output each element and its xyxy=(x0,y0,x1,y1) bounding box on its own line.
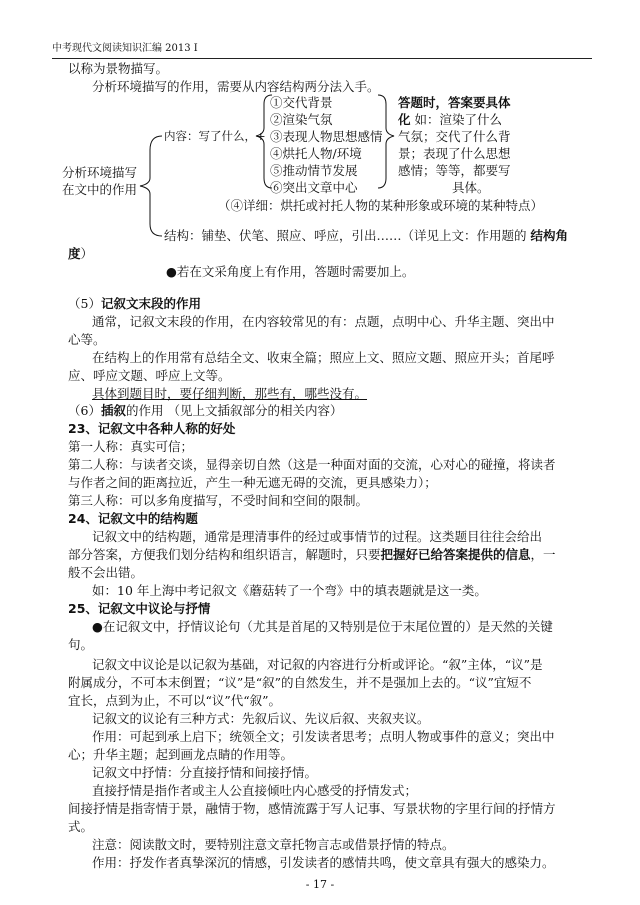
paragraph-line: 般不会出错。 xyxy=(68,565,144,580)
diagram-root-label: 分析环境描写 xyxy=(62,165,138,180)
item-1: ①交代背景 xyxy=(270,95,333,110)
page-header: 中考现代文阅读知识汇编 2013 Ⅰ xyxy=(52,40,592,59)
paragraph-line: 第三人称：可以多角度描写，不受时间和空间的限制。 xyxy=(68,493,369,508)
paragraph-line: 记叙文中议论是以记叙为基础，对记叙的内容进行分析或评论。“叙”主体，“议”是 xyxy=(92,657,543,672)
answer-note-line: 具体。 xyxy=(452,180,490,195)
paragraph-line: 宜长，点到为止，不可以“议”代“叙”。 xyxy=(68,693,282,708)
section-heading: 23、记叙文中各种人称的好处 xyxy=(68,421,236,436)
paragraph-line: 通常，记叙文末段的作用，在内容较常见的有：点题，点明中心、升华主题、突出中 xyxy=(92,314,555,329)
section-title: 插叙 xyxy=(100,403,126,418)
paragraph-line xyxy=(68,547,556,563)
paragraph-line: 直接抒情是指作者或主人公直接倾吐内心感受的抒情发式； xyxy=(92,783,418,798)
paragraph-line: 如：10 年上海中考记叙文《蘑菇转了一个弯》中的填表题就是这一类。 xyxy=(92,583,487,598)
paragraph-line: 间接抒情是指寄情于景，融情于物，感情流露于写人记事、写景状物的字里行间的抒情方 xyxy=(68,801,556,816)
paragraph-line: 作用：可起到承上启下；统领全文；引发读者思考；点明人物或事件的意义；突出中 xyxy=(92,729,555,744)
item-4: ④烘托人物/环境 xyxy=(270,146,362,161)
section-heading xyxy=(68,296,201,312)
content-branch-label: 内容：写了什么，+ xyxy=(164,129,266,143)
section-heading xyxy=(68,403,342,419)
paragraph-line: 记叙文的议论有三种方式：先叙后议、先议后叙、夹叙夹议。 xyxy=(92,711,430,726)
section-heading: 24、记叙文中的结构题 xyxy=(68,511,198,526)
structure-text: ） xyxy=(80,246,94,261)
section-number: （5） xyxy=(68,296,101,311)
answer-note-line xyxy=(398,112,502,128)
section-number: （6） xyxy=(68,403,101,418)
paragraph-line: 心等。 xyxy=(68,332,106,347)
structure-branch-cont xyxy=(68,246,93,262)
paragraph-line: 记叙文中抒情：分直接抒情和间接抒情。 xyxy=(92,765,318,780)
answer-note-line: 景；表现了什么思想 xyxy=(398,146,511,161)
answer-note-text: 如：渲染了什么 xyxy=(410,112,502,127)
item-2: ②渲染气氛 xyxy=(270,112,333,127)
paragraph-line: 作用：抒发作者真挚深沉的情感，引发读者的感情共鸣，使文章具有强大的感染力。 xyxy=(92,855,555,870)
paragraph-line: ●在记叙文中，抒情议论句（尤其是首尾的又特别是位于末尾位置的）是天然的关键 xyxy=(92,619,553,634)
section-text: 的作用 （见上文插叙部分的相关内容） xyxy=(125,403,343,418)
diagram-root-label: 在文中的作用 xyxy=(62,182,138,197)
item-3: ③表现人物思想感情 xyxy=(270,129,383,144)
left-brace xyxy=(140,136,162,236)
structure-bold: 结构角 xyxy=(530,228,568,243)
answer-note-bold: 化 xyxy=(398,112,411,127)
paragraph-line: 第二人称：与读者交谈，显得亲切自然（这是一种面对面的交流，心对心的碰撞，将读者 xyxy=(68,457,556,472)
paragraph-line: 与作者之间的距离拉近，产生一种无遮无碍的交流，更具感染力）； xyxy=(68,475,437,490)
paragraph-line: 在结构上的作用常有总结全文、收束全篇；照应上文、照应文题、照应开头；首尾呼 xyxy=(92,350,555,365)
paragraph-line: 句。 xyxy=(68,637,94,652)
paragraph-line: 附属成分，不可本末倒置；“议”是“叙”的自然发生，并不是强加上去的。“议”宜短不 xyxy=(68,675,532,690)
paragraph-text: 部分答案，方便我们划分结构和组织语言，解题时，只要 xyxy=(68,547,381,562)
structure-branch xyxy=(164,228,568,244)
paragraph-line: 具体到题目时，要仔细判断，那些有，哪些没有。 xyxy=(92,386,368,401)
paragraph-line: 心；升华主题；起到画龙点睛的作用等。 xyxy=(68,747,294,762)
paragraph-line: 应、呼应文题、呼应上文等。 xyxy=(68,368,231,383)
answer-note-line: 气氛；交代了什么背 xyxy=(398,129,511,144)
answer-note-line: 感情；等等，都要写 xyxy=(398,163,511,178)
item-5: ⑤推动情节发展 xyxy=(270,163,358,178)
section-heading: 25、记叙文中议论与抒情 xyxy=(68,601,211,616)
paragraph-line: 式。 xyxy=(68,819,94,834)
paragraph-line: 注意：阅读散文时，要特别注意文章托物言志或借景抒情的特点。 xyxy=(92,837,455,852)
section-title: 记叙文末段的作用 xyxy=(100,296,201,311)
structure-bold: 度 xyxy=(68,246,81,261)
paragraph-text: ，一 xyxy=(530,547,556,562)
diagram-note: ●若在文采角度上有作用，答题时需要加上。 xyxy=(166,264,415,279)
paragraph-line: 记叙文中的结构题，通常是理清事件的经过或事情节的过程。这类题目往往会给出 xyxy=(92,529,543,544)
text-line: 分析环境描写的作用，需要从内容结构两分法入手。 xyxy=(92,79,380,94)
paragraph-bold: 把握好已给答案提供的信息 xyxy=(380,547,531,562)
detail-note: （④详细：烘托或衬托人物的某种形象或环境的某种特点） xyxy=(218,198,544,213)
item-6: ⑥突出文章中心 xyxy=(270,180,358,195)
paragraph-line: 第一人称：真实可信； xyxy=(68,439,194,454)
page-number: - 17 - xyxy=(305,878,335,891)
structure-text: 结构：铺垫、伏笔、照应、呼应，引出……（详见上文：作用题的 xyxy=(164,228,531,243)
text-line: 以称为景物描写。 xyxy=(68,61,169,76)
answer-note-heading: 答题时，答案要具体 xyxy=(398,95,511,110)
